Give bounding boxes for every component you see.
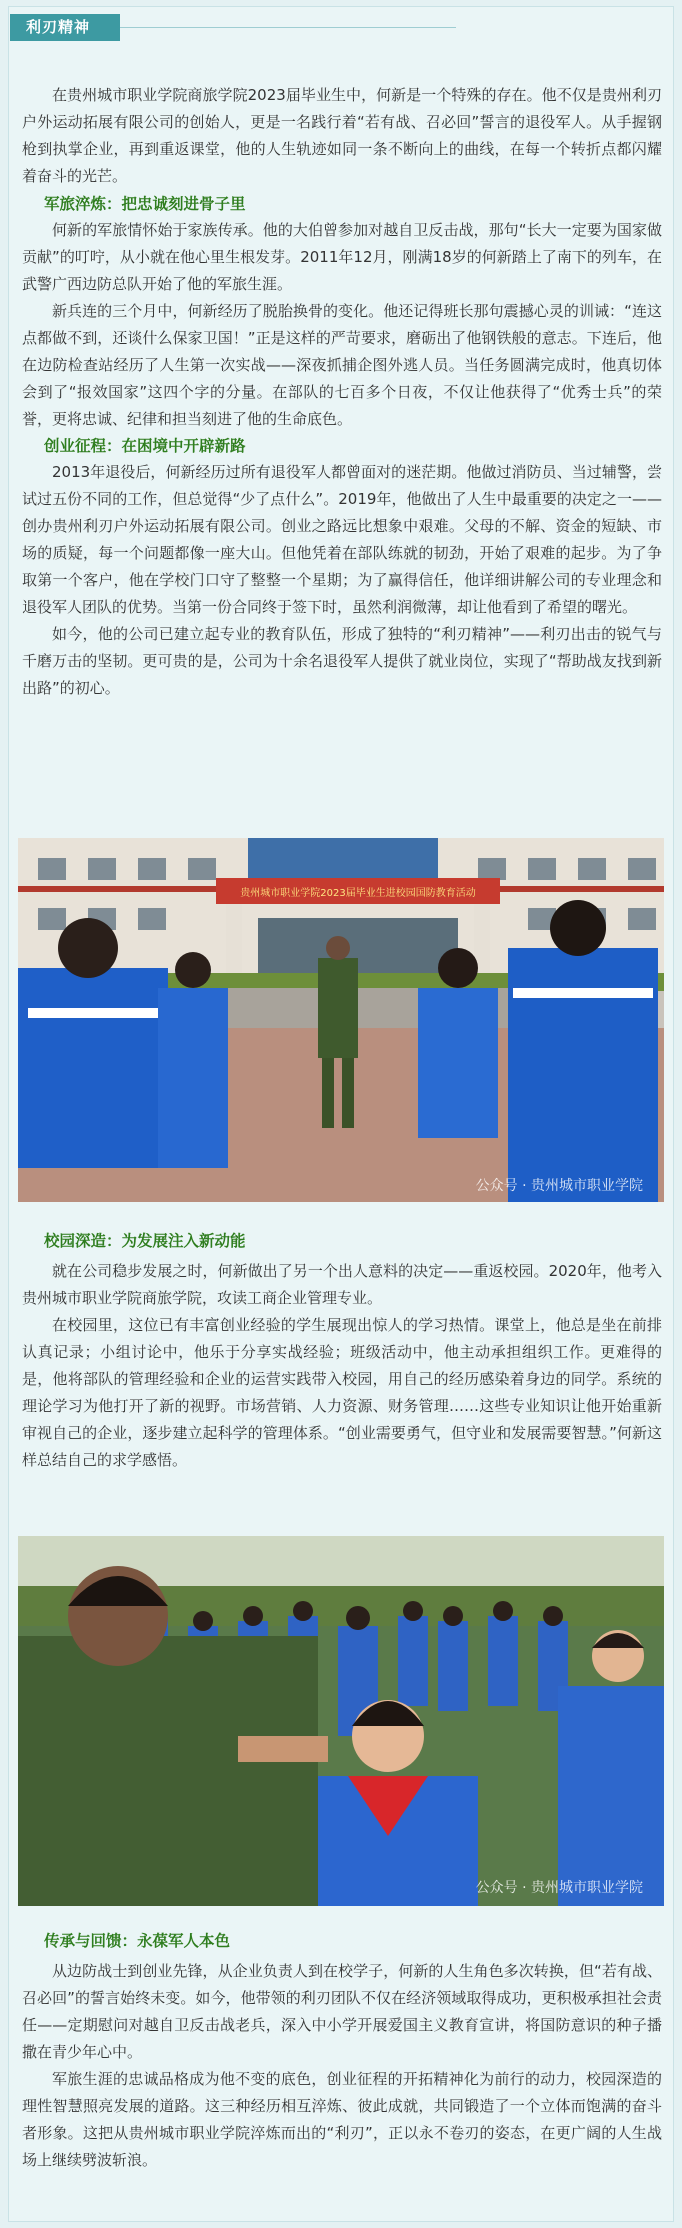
photo1-watermark: 公众号 · 贵州城市职业学院: [475, 1178, 643, 1194]
section1-paragraph-2: 新兵连的三个月中，何新经历了脱胎换骨的变化。他还记得班长那句震撼心灵的训诫：“连这点都做不到，还谈什么保家卫国！”正是这样的严苛要求，磨砺出了他钢铁般的意志。下连后，他在边防检查站经历了人生第一次实战——深夜抓捕企图外逃人员。当任务圆满完成时，他真切体会到了“报效国家”这四个字的分量。在部队的七百多个日夜，不仅让他获得了“优秀士兵”的荣誉，更将忠诚、纪律和担当刻进了他的生命底色。: [22, 302, 662, 428]
section-tag: 利刃精神: [10, 14, 120, 41]
photo-student-salute: [18, 1536, 664, 1906]
section-title-startup: 创业征程：在困境中开辟新路: [44, 437, 246, 455]
photo-salute-illustration: [18, 1536, 664, 1906]
section3-paragraph-2: 在校园里，这位已有丰富创业经验的学生展现出惊人的学习热情。课堂上，他总是坐在前排认真记录；小组讨论中，他乐于分享实战经验；班级活动中，他主动承担组织工作。更难得的是，他将部队的管理经验和企业的运营实践带入校园，用自己的经历感染着身边的同学。系统的理论学习为他打开了新的视野。市场营销、人力资源、财务管理……这些专业知识让他开始重新审视自己的企业，逐步建立起科学的管理体系。“创业需要勇气，但守业和发展需要智慧。”何新这样总结自己的求学感悟。: [22, 1316, 662, 1469]
photo-speech-at-school: [18, 838, 664, 1202]
photo2-watermark: 公众号 · 贵州城市职业学院: [475, 1880, 643, 1896]
section-title-legacy: 传承与回馈：永葆军人本色: [44, 1932, 231, 1950]
section4-paragraph-2: 军旅生涯的忠诚品格成为他不变的底色，创业征程的开拓精神化为前行的动力，校园深造的理性智慧照亮发展的道路。这三种经历相互淬炼、彼此成就，共同锻造了一个立体而饱满的奋斗者形象。这把从贵州城市职业学院淬炼而出的“利刃”，正以永不卷刃的姿态，在更广阔的人生战场上继续劈波斩浪。: [22, 2070, 662, 2169]
section4-paragraph-1: 从边防战士到创业先锋，从企业负责人到在校学子，何新的人生角色多次转换，但“若有战、召必回”的誓言始终未变。如今，他带领的利刃团队不仅在经济领域取得成功，更积极承担社会责任——定期慰问对越自卫反击战老兵，深入中小学开展爱国主义教育宣讲，将国防意识的种子播撒在青少年心中。: [22, 1962, 662, 2061]
article-body-bottom: [22, 1928, 662, 2174]
photo-speech-illustration: [18, 838, 664, 1202]
section1-paragraph-1: 何新的军旅情怀始于家族传承。他的大伯曾参加对越自卫反击战，那句“长大一定要为国家做贡献”的叮咛，从小就在他心里生根发芽。2011年12月，刚满18岁的何新踏上了南下的列车，在武警广西边防总队开始了他的军旅生涯。: [22, 221, 662, 293]
banner-text: 贵州城市职业学院2023届毕业生进校园国防教育活动: [240, 888, 476, 899]
section2-paragraph-1: 2013年退役后，何新经历过所有退役军人都曾面对的迷茫期。他做过消防员、当过辅警，尝试过五份不同的工作，但总觉得“少了点什么”。2019年，他做出了人生中最重要的决定之一——创办贵州利刃户外运动拓展有限公司。创业之路远比想象中艰难。父母的不解、资金的短缺、市场的质疑，每一个问题都像一座大山。但他凭着在部队练就的韧劲，开始了艰难的起步。为了争取第一个客户，他在学校门口守了整整一个星期；为了赢得信任，他详细讲解公司的专业理念和退役军人团队的优势。当第一份合同终于签下时，虽然利润微薄，却让他看到了希望的曙光。: [22, 463, 662, 616]
section-title-military: 军旅淬炼：把忠诚刻进骨子里: [44, 195, 246, 213]
section-title-campus: 校园深造：为发展注入新动能: [44, 1232, 246, 1250]
section3-paragraph-1: 就在公司稳步发展之时，何新做出了另一个出人意料的决定——重返校园。2020年，他考入贵州城市职业学院商旅学院，攻读工商企业管理专业。: [22, 1262, 662, 1307]
header-divider: [120, 27, 456, 28]
article-body-top: [22, 82, 662, 702]
section2-paragraph-2: 如今，他的公司已建立起专业的教育队伍，形成了独特的“利刃精神”——利刃出击的锐气与千磨万击的坚韧。更可贵的是，公司为十余名退役军人提供了就业岗位，实现了“帮助战友找到新出路”的初心。: [22, 625, 662, 697]
article-body-middle: [22, 1228, 662, 1474]
intro-paragraph: 在贵州城市职业学院商旅学院2023届毕业生中，何新是一个特殊的存在。他不仅是贵州利刃户外运动拓展有限公司的创始人，更是一名践行着“若有战、召必回”誓言的退役军人。从手握钢枪到执掌企业，再到重返课堂，他的人生轨迹如同一条不断向上的曲线，在每一个转折点都闪耀着奋斗的光芒。: [22, 86, 662, 185]
